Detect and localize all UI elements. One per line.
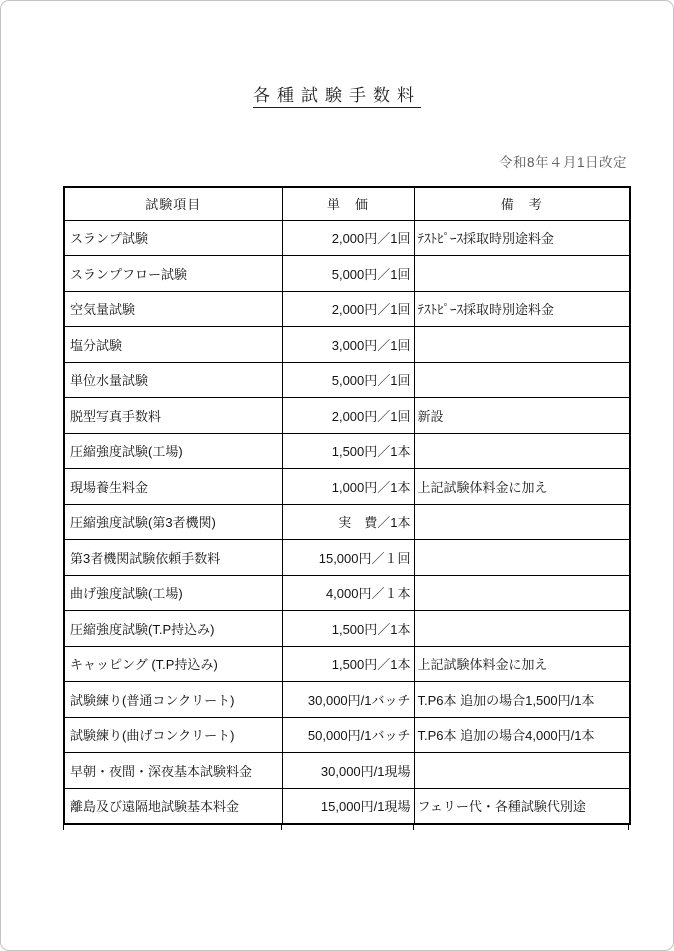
price-cell: 50,000円/1バッチ xyxy=(282,717,414,753)
price-cell: 5,000円／1回 xyxy=(282,256,414,292)
table-row xyxy=(64,540,630,576)
price-cell: 2,000円／1回 xyxy=(282,291,414,327)
column-line-stub xyxy=(628,824,629,830)
table-row xyxy=(64,220,630,256)
price-cell: 1,500円／1本 xyxy=(282,611,414,647)
note-cell: 新設 xyxy=(414,398,630,434)
price-cell: 30,000円/1バッチ xyxy=(282,682,414,718)
item-cell: 現場養生料金 xyxy=(64,469,282,505)
price-cell: 30,000円/1現場 xyxy=(282,753,414,789)
header-note: 備 考 xyxy=(414,187,630,220)
note-cell xyxy=(414,540,630,576)
item-cell: 空気量試験 xyxy=(64,291,282,327)
item-cell: 圧縮強度試験(第3者機関) xyxy=(64,504,282,540)
table-row xyxy=(64,682,630,718)
note-cell xyxy=(414,575,630,611)
item-cell: 塩分試験 xyxy=(64,327,282,363)
table-row xyxy=(64,611,630,647)
price-cell: 1,500円／1本 xyxy=(282,433,414,469)
fee-table-body xyxy=(64,220,630,824)
note-cell xyxy=(414,256,630,292)
column-line-stub xyxy=(63,824,64,830)
item-cell: 単位水量試験 xyxy=(64,362,282,398)
item-cell: キャッピング (T.P持込み) xyxy=(64,646,282,682)
table-row xyxy=(64,504,630,540)
table-row xyxy=(64,469,630,505)
note-cell: 上記試験体料金に加え xyxy=(414,646,630,682)
item-cell: 離島及び遠隔地試験基本料金 xyxy=(64,788,282,824)
item-cell: スランプフロー試験 xyxy=(64,256,282,292)
table-row xyxy=(64,788,630,824)
header-price: 単 価 xyxy=(282,187,414,220)
price-cell: 15,000円／１回 xyxy=(282,540,414,576)
table-row xyxy=(64,646,630,682)
price-cell: 5,000円／1回 xyxy=(282,362,414,398)
table-row xyxy=(64,753,630,789)
price-cell: 3,000円／1回 xyxy=(282,327,414,363)
note-cell: ﾃｽﾄﾋﾟｰｽ採取時別途料金 xyxy=(414,220,630,256)
price-cell: 1,000円／1本 xyxy=(282,469,414,505)
price-cell: 実 費／1本 xyxy=(282,504,414,540)
table-row xyxy=(64,398,630,434)
note-cell xyxy=(414,611,630,647)
table-row xyxy=(64,433,630,469)
note-cell: T.P6本 追加の場合4,000円/1本 xyxy=(414,717,630,753)
price-cell: 4,000円／１本 xyxy=(282,575,414,611)
page-title-text: 各種試験手数料 xyxy=(253,86,421,105)
item-cell: 早朝・夜間・深夜基本試験料金 xyxy=(64,753,282,789)
item-cell: 試験練り(曲げコンクリート) xyxy=(64,717,282,753)
revision-date: 令和8年４月1日改定 xyxy=(498,155,627,170)
item-cell: 脱型写真手数料 xyxy=(64,398,282,434)
fee-table xyxy=(63,186,631,825)
column-line-stub xyxy=(281,824,282,830)
table-row xyxy=(64,291,630,327)
note-cell xyxy=(414,504,630,540)
table-row xyxy=(64,575,630,611)
note-cell: フェリー代・各種試験代別途 xyxy=(414,788,630,824)
price-cell: 2,000円／1回 xyxy=(282,220,414,256)
fee-table-header xyxy=(64,187,630,220)
table-row xyxy=(64,327,630,363)
page-title xyxy=(1,84,673,108)
item-cell: スランプ試験 xyxy=(64,220,282,256)
header-item: 試験項目 xyxy=(64,187,282,220)
note-cell xyxy=(414,327,630,363)
note-cell: 上記試験体料金に加え xyxy=(414,469,630,505)
price-cell: 1,500円／1本 xyxy=(282,646,414,682)
header-row xyxy=(64,187,630,220)
note-cell: ﾃｽﾄﾋﾟｰｽ採取時別途料金 xyxy=(414,291,630,327)
price-cell: 2,000円／1回 xyxy=(282,398,414,434)
note-cell xyxy=(414,433,630,469)
table-row xyxy=(64,362,630,398)
item-cell: 圧縮強度試験(T.P持込み) xyxy=(64,611,282,647)
item-cell: 曲げ強度試験(工場) xyxy=(64,575,282,611)
table-row xyxy=(64,256,630,292)
note-cell xyxy=(414,753,630,789)
note-cell: T.P6本 追加の場合1,500円/1本 xyxy=(414,682,630,718)
item-cell: 圧縮強度試験(工場) xyxy=(64,433,282,469)
price-cell: 15,000円/1現場 xyxy=(282,788,414,824)
note-cell xyxy=(414,362,630,398)
column-line-stub xyxy=(413,824,414,830)
table-row xyxy=(64,717,630,753)
item-cell: 試験練り(普通コンクリート) xyxy=(64,682,282,718)
item-cell: 第3者機関試験依頼手数料 xyxy=(64,540,282,576)
